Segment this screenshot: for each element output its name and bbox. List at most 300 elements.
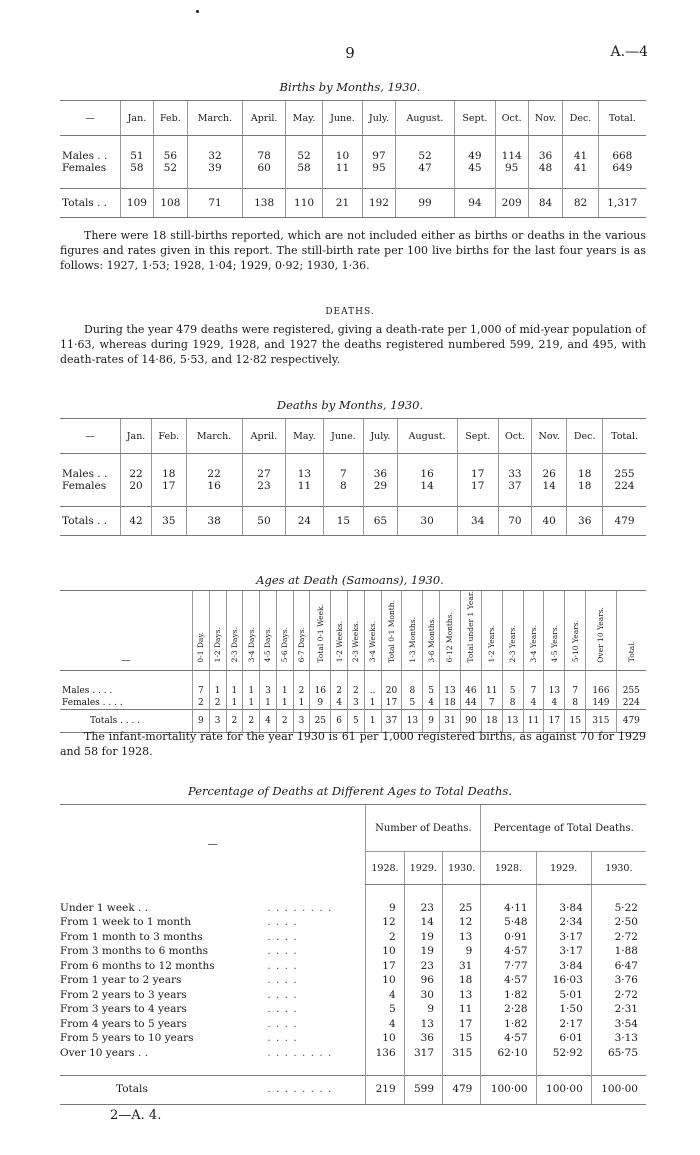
column-header-label: 3-4 Years.: [528, 625, 538, 663]
column-header: [402, 591, 423, 671]
table-cell: 62·10: [481, 1046, 536, 1061]
table-cell: 9: [423, 709, 440, 732]
table-cell: 5: [348, 709, 365, 732]
leader-dots: . . . .: [267, 974, 298, 986]
table-cell: 18: [567, 480, 603, 492]
table-cell: 19: [404, 944, 442, 959]
table-cell: 17: [457, 480, 498, 492]
column-header: June.: [323, 419, 364, 454]
table-cell: 47: [395, 162, 454, 174]
table-cell: 37: [498, 480, 531, 492]
table-cell: 8: [565, 697, 586, 710]
row-label: Totals: [60, 1075, 266, 1104]
column-header-label: Total 0-1 Week.: [315, 604, 325, 663]
table-cell: 3·17: [536, 944, 591, 959]
column-header-label: 3-4 Days.: [246, 627, 256, 663]
row-label: Totals . .: [60, 189, 121, 218]
column-header: June.: [322, 101, 362, 136]
table-cell: 7: [523, 685, 544, 697]
table-cell: 3·84: [536, 901, 591, 916]
column-header-label: Total 0-1 Month.: [386, 599, 396, 663]
table-cell: 36: [404, 1031, 442, 1046]
table-cell: 18: [443, 973, 481, 988]
table-cell: 4·57: [481, 973, 536, 988]
table-row: [60, 480, 646, 492]
table-cell: 70: [498, 507, 531, 536]
row-label: Males . . . .: [62, 685, 113, 696]
table-cell: 46: [460, 685, 481, 697]
table-cell: 84: [528, 189, 563, 218]
table-cell: 668: [598, 150, 646, 162]
table-cell: 1: [293, 697, 310, 710]
table-cell: 42: [121, 507, 152, 536]
table-cell: 18: [481, 709, 502, 732]
table-cell: 49: [455, 150, 496, 162]
leader-dots: . . . . . . . .: [266, 1075, 365, 1104]
table-row: [60, 697, 646, 710]
table-cell: 12: [443, 915, 481, 930]
column-header-label: 2-3 Days.: [229, 627, 239, 663]
table-cell: 15: [565, 709, 586, 732]
table-cell: 13: [440, 685, 461, 697]
table-cell: 18: [567, 468, 603, 480]
table-cell: 16·03: [536, 973, 591, 988]
row-label: From 6 months to 12 months: [60, 959, 215, 972]
column-header-label: 3-6 Months.: [426, 617, 436, 663]
deaths-table-title: Deaths by Months, 1930.: [276, 398, 424, 412]
table-cell: 7: [565, 685, 586, 697]
table-cell: 17: [381, 697, 402, 710]
table-cell: 100·00: [536, 1075, 591, 1104]
table-row: [60, 1002, 646, 1017]
row-label: From 3 months to 6 months: [60, 945, 208, 957]
table-cell: 9: [193, 709, 210, 732]
table-cell: 50: [242, 507, 286, 536]
table-cell: 1: [276, 685, 293, 697]
table-cell: 149: [586, 697, 617, 710]
table-cell: 1: [364, 709, 381, 732]
column-header: Feb.: [152, 419, 187, 454]
table-cell: 2: [276, 709, 293, 732]
table-cell: 110: [286, 189, 323, 218]
group-number-of-deaths: Number of Deaths.: [366, 805, 481, 852]
table-cell: 13: [443, 988, 481, 1003]
table-cell: 224: [603, 480, 646, 492]
births-table: [60, 100, 646, 218]
column-header-label: 3-4 Weeks.: [368, 621, 378, 663]
row-label: From 5 years to 10 years: [60, 1032, 194, 1044]
table-cell: 108: [153, 189, 187, 218]
corner-cell: —: [60, 419, 121, 454]
column-header: [260, 591, 277, 671]
table-cell: 13: [402, 709, 423, 732]
column-header: [502, 591, 523, 671]
table-cell: 4: [366, 1017, 404, 1032]
table-cell: 26: [532, 468, 567, 480]
table-row: [60, 1046, 646, 1061]
table-row: [60, 901, 646, 916]
column-header: [226, 591, 243, 671]
row-label: From 2 years to 3 years: [60, 988, 187, 1001]
table-row: [60, 150, 646, 162]
column-header: March.: [186, 419, 242, 454]
corner-cell: —: [60, 591, 193, 671]
column-header-label: 1-3 Months.: [407, 617, 417, 663]
table-cell: 2·28: [481, 1002, 536, 1017]
table-cell: 23: [404, 901, 442, 916]
table-cell: 1: [364, 697, 381, 710]
column-header-label: Over 10 Years.: [596, 606, 606, 663]
table-cell: 7: [323, 468, 364, 480]
table-cell: 31: [443, 959, 481, 974]
column-header: April.: [242, 419, 286, 454]
table-cell: 10: [366, 944, 404, 959]
table-cell: 13: [404, 1017, 442, 1032]
table-cell: 24: [286, 507, 323, 536]
column-header-label: 6-7 Days.: [296, 627, 306, 663]
column-header-label: 1-2 Days.: [213, 627, 223, 663]
table-cell: 95: [363, 162, 396, 174]
table-cell: 17: [366, 959, 404, 974]
table-cell: 4·57: [481, 944, 536, 959]
table-cell: 65·75: [591, 1046, 646, 1061]
table-row: [60, 959, 646, 974]
table-cell: 166: [586, 685, 617, 697]
group-percentage-of-deaths: Percentage of Total Deaths.: [481, 805, 646, 852]
table-cell: 7: [193, 685, 210, 697]
table-cell: 16: [310, 685, 331, 697]
column-header-label: 0-1 Day.: [196, 632, 206, 663]
row-label: Totals . .: [60, 507, 121, 536]
table-cell: 3: [348, 697, 365, 710]
table-cell: 37: [381, 709, 402, 732]
column-header-label: 4-5 Years.: [549, 625, 559, 663]
leader-dots: . . . .: [267, 930, 298, 943]
table-cell: 96: [404, 973, 442, 988]
table-cell: 14: [397, 480, 457, 492]
table-cell: 3·84: [536, 959, 591, 974]
table-cell: 60: [243, 162, 286, 174]
table-cell: 10: [366, 973, 404, 988]
table-cell: 94: [455, 189, 496, 218]
column-header: Jan.: [121, 419, 152, 454]
column-header-label: Total.: [626, 641, 636, 663]
column-header: [523, 591, 544, 671]
table-cell: 31: [440, 709, 461, 732]
leader-dots: . . . .: [267, 1017, 298, 1030]
table-cell: 41: [563, 162, 598, 174]
column-header: August.: [395, 101, 454, 136]
table-cell: 10: [322, 150, 362, 162]
table-cell: 16: [397, 468, 457, 480]
column-header: August.: [397, 419, 457, 454]
table-cell: 5: [502, 685, 523, 697]
table-cell: 317: [404, 1046, 442, 1061]
totals-row: [60, 507, 646, 536]
leader-dots: . . . .: [267, 988, 298, 1001]
table-cell: 2·34: [536, 915, 591, 930]
table-cell: 5: [402, 697, 423, 710]
table-cell: 4: [260, 709, 277, 732]
totals-row: [60, 1075, 646, 1104]
table-cell: 3·13: [591, 1031, 646, 1046]
table-cell: 3: [260, 685, 277, 697]
table-cell: 649: [598, 162, 646, 174]
table-cell: 51: [121, 150, 154, 162]
table-row: [60, 1031, 646, 1046]
table-cell: 95: [495, 162, 528, 174]
table-cell: 13: [443, 930, 481, 945]
table-cell: 23: [242, 480, 286, 492]
table-cell: 1·88: [591, 944, 646, 959]
table-cell: 2: [209, 697, 226, 710]
table-cell: 40: [532, 507, 567, 536]
table-cell: 6·01: [536, 1031, 591, 1046]
column-header: [586, 591, 617, 671]
table-cell: 100·00: [591, 1075, 646, 1104]
table-cell: 5·22: [591, 901, 646, 916]
table-cell: 1: [243, 685, 260, 697]
column-header: [310, 591, 331, 671]
print-speck: [196, 10, 199, 13]
column-header-label: 4-5 Days.: [263, 627, 273, 663]
leader-dots: . . . .: [267, 1003, 298, 1015]
table-cell: 2·72: [591, 930, 646, 945]
table-cell: 90: [460, 709, 481, 732]
table-cell: 14: [532, 480, 567, 492]
table-cell: 4: [331, 697, 348, 710]
table-cell: 39: [187, 162, 242, 174]
ages-table-title: Ages at Death (Samoans), 1930.: [256, 573, 444, 587]
table-cell: 138: [243, 189, 286, 218]
column-header: [243, 591, 260, 671]
table-cell: 56: [153, 150, 187, 162]
column-header: April.: [243, 101, 286, 136]
table-cell: 8: [402, 685, 423, 697]
row-label: Females: [62, 480, 107, 492]
document-reference: A.—4: [610, 44, 648, 60]
table-cell: 52·92: [536, 1046, 591, 1061]
column-header: [348, 591, 365, 671]
deaths-table-header: [60, 419, 646, 454]
table-cell: 10: [366, 1031, 404, 1046]
table-cell: 32: [187, 150, 242, 162]
column-header: [209, 591, 226, 671]
table-cell: 4: [423, 697, 440, 710]
table-cell: 2·72: [591, 988, 646, 1003]
table-cell: 11: [443, 1002, 481, 1017]
table-cell: 2·17: [536, 1017, 591, 1032]
table-cell: 65: [364, 507, 397, 536]
table-cell: 3·17: [536, 930, 591, 945]
table-cell: 3: [293, 709, 310, 732]
table-cell: 33: [498, 468, 531, 480]
column-header: [331, 591, 348, 671]
table-cell: 11: [481, 685, 502, 697]
table-cell: 8: [502, 697, 523, 710]
page-number: 9: [345, 44, 355, 62]
column-header: [544, 591, 565, 671]
table-row: [60, 162, 646, 174]
table-cell: 1: [226, 685, 243, 697]
table-cell: 27: [242, 468, 286, 480]
year-header: 1928.: [366, 852, 404, 885]
table-cell: 52: [153, 162, 187, 174]
column-header: [381, 591, 402, 671]
column-header: [616, 591, 646, 671]
corner-cell: —: [60, 101, 121, 136]
table-cell: 9: [366, 901, 404, 916]
table-cell: 479: [616, 709, 646, 732]
table-cell: 58: [121, 162, 154, 174]
stillbirth-paragraph: There were 18 still-births reported, which are not included either as births or deaths in the various figures and rates given in this report. The still-birth rate per 100 live births for the last four years is as follows: 1927, 1·53; 1928, 1·04; 1929, 0·92; 1930, 1·36.: [60, 229, 646, 272]
column-header: July.: [363, 101, 396, 136]
table-cell: 6: [331, 709, 348, 732]
table-cell: 52: [286, 150, 323, 162]
table-cell: 11: [286, 480, 323, 492]
table-cell: 599: [404, 1075, 442, 1104]
column-header: Oct.: [495, 101, 528, 136]
column-header-label: 1-2 Weeks.: [334, 621, 344, 663]
table-row: [60, 685, 646, 697]
table-cell: 9: [310, 697, 331, 710]
table-cell: 5: [423, 685, 440, 697]
table-cell: 36: [567, 507, 603, 536]
column-header: [440, 591, 461, 671]
table-cell: 15: [443, 1031, 481, 1046]
column-header-label: 5-6 Days.: [280, 627, 290, 663]
table-row: [60, 973, 646, 988]
column-header: Nov.: [528, 101, 563, 136]
table-cell: 192: [363, 189, 396, 218]
leader-dots: . . . . . . . .: [267, 901, 333, 914]
deaths-heading: DEATHS.: [325, 307, 375, 317]
table-cell: 71: [187, 189, 242, 218]
totals-row: [60, 189, 646, 218]
leader-dots: . . . .: [267, 1032, 298, 1044]
leader-dots: . . . .: [267, 916, 298, 928]
table-cell: 23: [404, 959, 442, 974]
table-cell: 7·77: [481, 959, 536, 974]
deaths-paragraph: During the year 479 deaths were registered, giving a death-rate per 1,000 of mid-year population of 11·63, whereas during 1929, 1928, and 1927 the deaths registered numbered 599, 219, and 495, with death-rates of 14·86, 5·53, and 12·82 respectively.: [60, 323, 646, 366]
table-cell: 315: [586, 709, 617, 732]
column-header: March.: [187, 101, 242, 136]
table-cell: 255: [616, 685, 646, 697]
table-cell: 17: [443, 1017, 481, 1032]
row-label: Females . . . .: [62, 697, 123, 708]
table-cell: 255: [603, 468, 646, 480]
column-header: Oct.: [498, 419, 531, 454]
table-cell: 3·76: [591, 973, 646, 988]
table-cell: 78: [243, 150, 286, 162]
ages-table-header: [60, 591, 646, 671]
table-cell: 4: [544, 697, 565, 710]
table-cell: 1,317: [598, 189, 646, 218]
column-header: Nov.: [532, 419, 567, 454]
table-cell: 1: [209, 685, 226, 697]
table-cell: 22: [186, 468, 242, 480]
column-header: Sept.: [455, 101, 496, 136]
table-cell: 52: [395, 150, 454, 162]
table-cell: 36: [528, 150, 563, 162]
table-cell: 5·01: [536, 988, 591, 1003]
table-cell: 15: [323, 507, 364, 536]
year-header: 1929.: [404, 852, 442, 885]
table-cell: 19: [404, 930, 442, 945]
column-header: [193, 591, 210, 671]
table-cell: 2: [226, 709, 243, 732]
table-cell: 479: [443, 1075, 481, 1104]
column-header: Jan.: [121, 101, 154, 136]
column-header-label: 2-3 Weeks.: [351, 621, 361, 663]
table-cell: 2: [293, 685, 310, 697]
deaths-table: [60, 418, 646, 536]
table-cell: 97: [363, 150, 396, 162]
table-row: [60, 930, 646, 945]
table-cell: 4: [366, 988, 404, 1003]
table-cell: 2: [243, 709, 260, 732]
row-label: From 1 month to 3 months: [60, 930, 203, 943]
table-cell: 1: [226, 697, 243, 710]
column-header: May.: [286, 419, 323, 454]
table-cell: 2: [348, 685, 365, 697]
table-cell: 17: [152, 480, 187, 492]
page-signature: 2—A. 4.: [110, 1108, 162, 1123]
table-cell: 25: [443, 901, 481, 916]
column-header-label: 6-12 Months.: [445, 612, 455, 663]
table-cell: 30: [397, 507, 457, 536]
row-label: From 3 years to 4 years: [60, 1003, 187, 1015]
table-cell: 136: [366, 1046, 404, 1061]
column-header: [364, 591, 381, 671]
table-cell: 21: [322, 189, 362, 218]
table-cell: 1·82: [481, 1017, 536, 1032]
table-cell: 2: [366, 930, 404, 945]
table-cell: 5·48: [481, 915, 536, 930]
column-header-label: 2-3 Years.: [508, 625, 518, 663]
table-cell: 8: [323, 480, 364, 492]
table-cell: 48: [528, 162, 563, 174]
table-cell: 6·47: [591, 959, 646, 974]
table-row: [60, 1017, 646, 1032]
column-header: Total.: [598, 101, 646, 136]
table-cell: 114: [495, 150, 528, 162]
percentage-table-title: Percentage of Deaths at Different Ages to Total Deaths.: [188, 784, 512, 798]
table-row: [60, 915, 646, 930]
table-cell: ..: [364, 685, 381, 697]
table-cell: 0·91: [481, 930, 536, 945]
column-header: Feb.: [153, 101, 187, 136]
table-row: [60, 988, 646, 1003]
column-header: Sept.: [457, 419, 498, 454]
row-label: Over 10 years . .: [60, 1046, 148, 1059]
leader-dots: . . . . . . . .: [267, 1046, 333, 1059]
column-header-label: Total under 1 Year.: [466, 591, 476, 663]
table-cell: 4·57: [481, 1031, 536, 1046]
ages-table: [60, 590, 646, 733]
table-cell: 35: [152, 507, 187, 536]
column-header: [276, 591, 293, 671]
table-cell: 2: [193, 697, 210, 710]
infant-mortality-paragraph: The infant-mortality rate for the year 1930 is 61 per 1,000 registered births, as against 70 for 1929 and 58 for 1928.: [60, 730, 646, 758]
column-header: Total.: [603, 419, 646, 454]
table-cell: 18: [152, 468, 187, 480]
table-cell: 224: [616, 697, 646, 710]
table-cell: 99: [395, 189, 454, 218]
table-cell: 41: [563, 150, 598, 162]
table-cell: 4: [523, 697, 544, 710]
table-cell: 13: [502, 709, 523, 732]
